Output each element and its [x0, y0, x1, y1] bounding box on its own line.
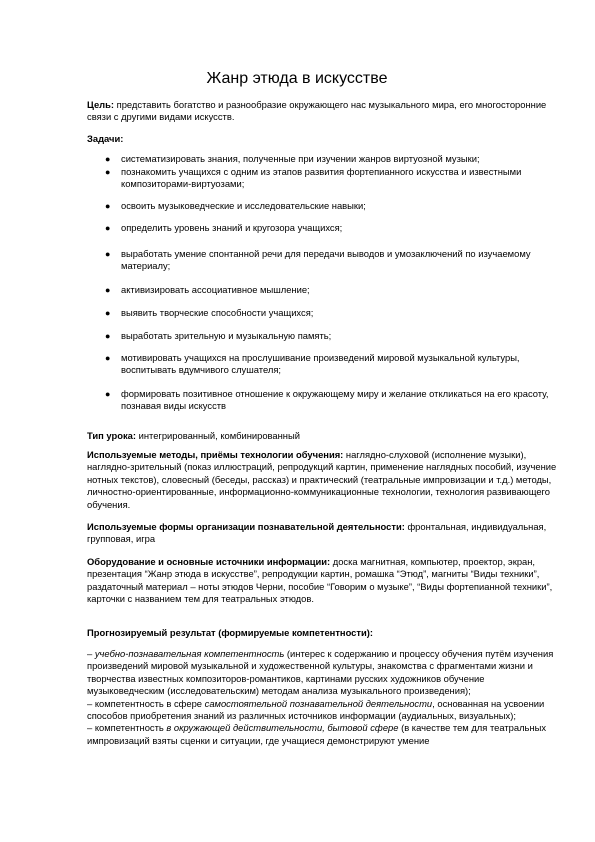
lesson-type-paragraph: Тип урока: интегрированный, комбинированный: [87, 430, 300, 441]
result-heading: Прогнозируемый результат (формируемые компетентности):: [87, 627, 373, 638]
task-item: ● мотивировать учащихся на прослушивание произведений мировой музыкальной культуры, воспитывать вдумчивого слушателя;: [105, 352, 520, 376]
bullet-icon: ●: [105, 389, 111, 399]
goal-paragraph: [87, 99, 557, 124]
bullet-icon: ●: [105, 154, 111, 164]
task-item: ● активизировать ассоциативное мышление;: [105, 284, 310, 295]
page-title: Жанр этюда в искусстве: [206, 70, 388, 87]
tasks-heading: Задачи:: [87, 133, 124, 144]
goal-text: представить богатство и разнообразие окружающего нас музыкального мира, его многосторонние связи с другими видами искусств.: [87, 99, 547, 123]
task-item: ● выработать зрительную и музыкальную память;: [105, 330, 332, 341]
methods-paragraph: Используемые методы, приёмы технологии обучения: наглядно-слуховой (исполнение музыки), наглядно-зрительный (показ иллюстраций, репродукций картин, применение наглядных пособий, изучение нотных текстов), словесный (беседы, рассказ) и практический (театральные импровизации и т.д.) методы, личностно-ориентированные, информационно-коммуникационные технологии, технология развивающего обучения.: [87, 449, 557, 510]
equipment-paragraph: Оборудование и основные источники информации: доска магнитная, компьютер, проектор, экран, презентация “Жанр этюда в искусстве”, репродукции картин, ромашка “Этюд”, магниты “Виды техники”, раздаточный материал – ноты этюдов Черни, пособие “Говорим о музыке”, “Виды фортепианной техники”, карточки с названием тем для театральных этюдов.: [87, 556, 553, 605]
task-item: ● систематизировать знания, полученные при изучении жанров виртуозной музыки;: [105, 153, 480, 164]
bullet-icon: ●: [105, 249, 111, 259]
goal-label: Цель:: [87, 99, 115, 110]
task-item: ● выявить творческие способности учащихся;: [105, 307, 314, 318]
bullet-icon: ●: [105, 308, 111, 318]
forms-label: Используемые формы организации познавательной деятельности:: [87, 521, 405, 532]
bullet-icon: ●: [105, 167, 111, 177]
lesson-type-label: Тип урока:: [87, 430, 136, 441]
bullet-icon: ●: [105, 223, 111, 233]
task-item: ● определить уровень знаний и кругозора учащихся;: [105, 222, 343, 233]
task-item: ● выработать умение спонтанной речи для передачи выводов и умозаключений по изучаемому материалу;: [105, 248, 531, 272]
bullet-icon: ●: [105, 331, 111, 341]
task-item: ● познакомить учащихся с одним из этапов развития фортепианного искусства и известными композиторами-виртуозами;: [105, 166, 522, 190]
task-item: ● освоить музыковедческие и исследовательские навыки;: [105, 200, 366, 211]
bullet-icon: ●: [105, 201, 111, 211]
task-item: ● формировать позитивное отношение к окружающему миру и желание откликаться на его красоту, познавая виды искусств: [105, 388, 549, 412]
equipment-label: Оборудование и основные источники информации:: [87, 556, 331, 567]
bullet-icon: ●: [105, 353, 111, 363]
forms-paragraph: Используемые формы организации познавательной деятельности: фронтальная, индивидуальная, групповая, игра: [87, 521, 547, 545]
competence-item: – учебно-познавательная компетентность (интерес к содержанию и процессу обучения путём изучения произведений мировой музыкальной и художественной культуры, знакомства с фрагментами жизни и творчества известных композиторов-романтиков, картинами русских художников обучение музыковедческим (исследовательским) методам анализа музыкального произведения); – компетентность в сфере самостоятельной познавательной деятельности, основанная на усвоении способов приобретения знаний из различных источников информации (аудиальных, визуальных); – компетентность в окружающей действительности, бытовой сфере (в качестве тем для театральных импровизаций взяты сценки и ситуации, где учащиеся демонстрируют умение: [87, 648, 554, 746]
methods-label: Используемые методы, приёмы технологии обучения:: [87, 449, 344, 460]
bullet-icon: ●: [105, 285, 111, 295]
